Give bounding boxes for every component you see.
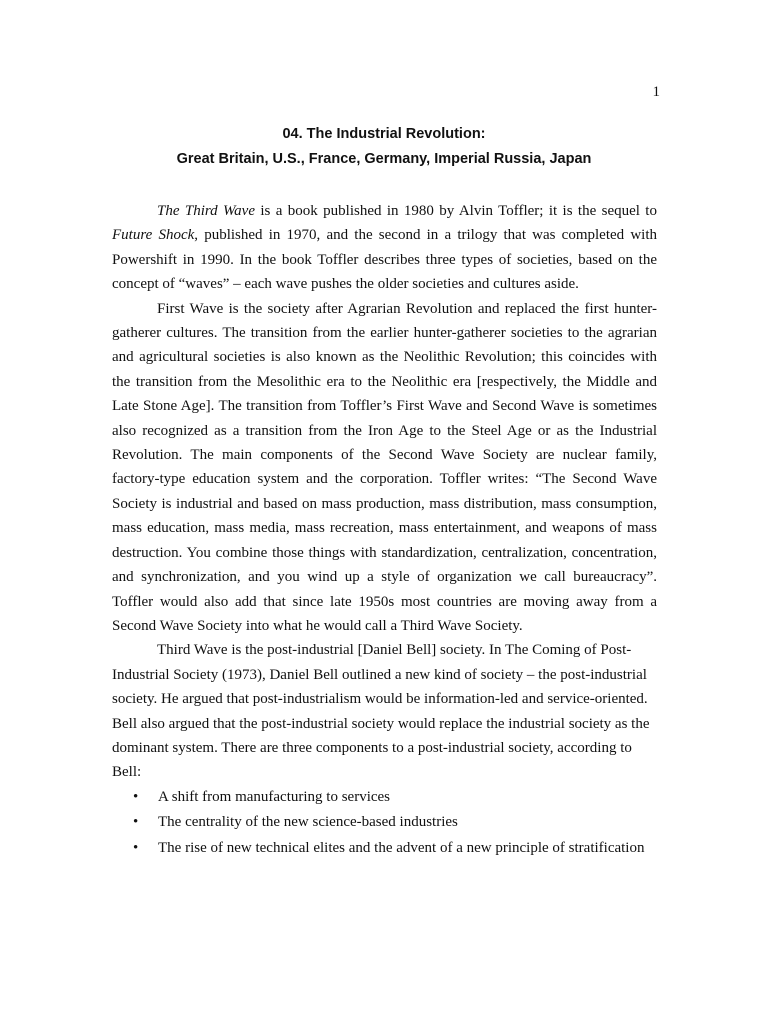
paragraph-third-wave: Third Wave is the post-industrial [Daniel Bell] society. In The Coming of Post-Industrial Society (1973), Daniel Bell outlined a new kind of society – the post-industrial society. He argued that post-industrialism would be information-led and service-oriented. Bell also argued that the post-industrial society would replace the industrial society as the dominant system. There are three components to a post-industrial society, according to Bell: <box>112 642 650 781</box>
bullet-item <box>112 810 657 836</box>
chapter-title: 04. The Industrial Revolution: <box>282 126 486 142</box>
bullet-icon: • <box>133 814 139 831</box>
bullet-text: The centrality of the new science-based industries <box>158 814 458 831</box>
bullet-icon: • <box>133 839 139 856</box>
paragraph-first-wave: First Wave is the society after Agrarian Revolution and replaced the first hunter-gatherer cultures. The transition from the earlier hunter-gatherer societies to the agrarian and agricultural societies is also known as the Neolithic Revolution; this coincides with the transition from the Mesolithic era to the Neolithic era [respectively, the Middle and Late Stone Age]. The transition from Toffler’s First Wave and Second Wave is sometimes also recognized as a transition from the Iron Age to the Steel Age or as the Industrial Revolution. The main components of the Second Wave Society are nuclear family, factory-type education system and the corporation. Toffler writes: “The Second Wave Society is industrial and based on mass production, mass distribution, mass consumption, mass education, mass media, mass recreation, mass entertainment, and weapons of mass destruction. You combine those things with standardization, centralization, concentration, and synchronization, and you wind up a style of organization we call bureaucracy”. Toffler would also add that since late 1950s most countries are moving away from a Second Wave Society into what he would call a Third Wave Society. <box>112 300 657 634</box>
document-body <box>112 199 657 861</box>
bullet-list <box>112 785 657 862</box>
page-number: 1 <box>652 84 660 100</box>
paragraph-text: is a book published in 1980 by Alvin Toffler; it is the sequel to <box>254 203 657 219</box>
bullet-item <box>112 836 657 862</box>
chapter-subtitle: Great Britain, U.S., France, Germany, Imperial Russia, Japan <box>176 151 592 167</box>
paragraph-third-wave-intro <box>112 199 657 297</box>
bullet-text: A shift from manufacturing to services <box>158 788 391 805</box>
book-title-future-shock: Future Shock <box>112 227 195 244</box>
bullet-icon: • <box>133 788 139 805</box>
paragraph-text: , published in 1970, and the second in a trilogy that was completed with Powershift in 1990. In the book Toffler describes three types of societies, based on the concept of “waves” – each wave pushes the older societies and cultures aside. <box>112 227 657 293</box>
bullet-text: The rise of new technical elites and the advent of a new principle of stratification <box>158 839 645 856</box>
book-title-third-wave: The Third Wave <box>157 203 255 219</box>
bullet-item <box>112 785 657 811</box>
